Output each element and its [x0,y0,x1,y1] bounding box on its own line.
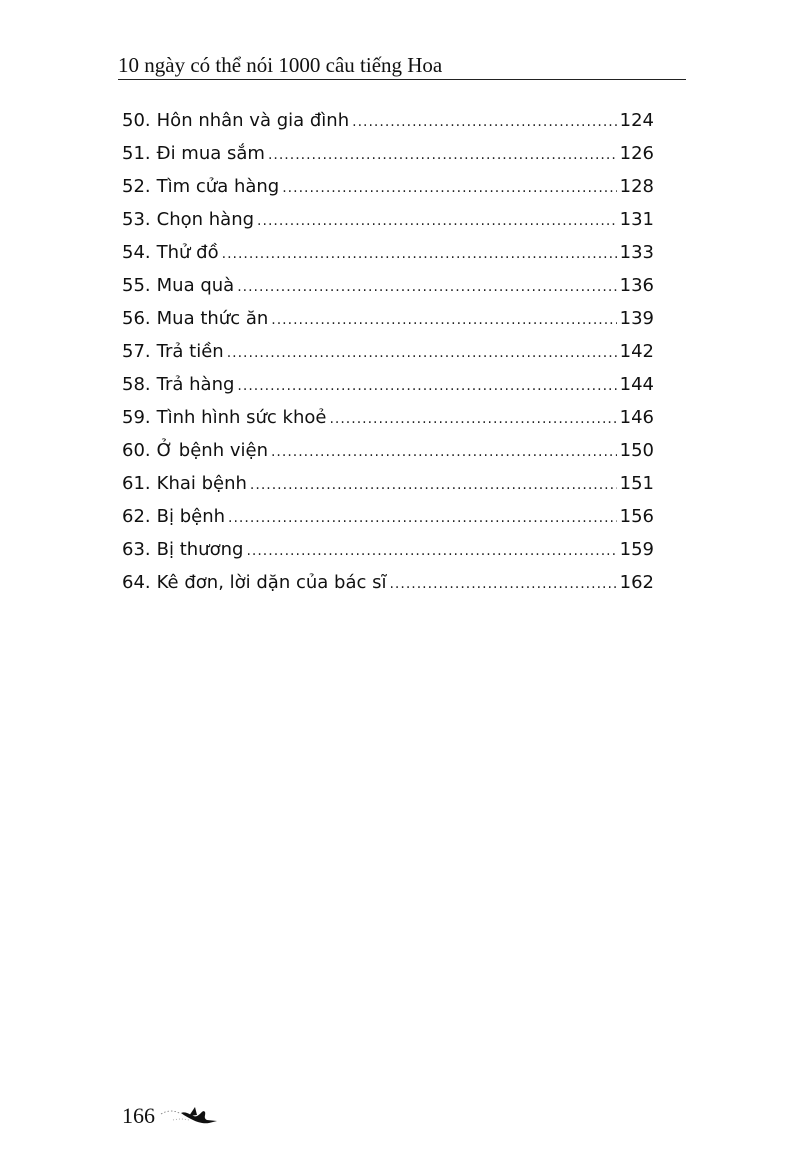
toc-entry-page: 139 [619,308,654,329]
toc-entry-number: 55. [122,275,151,296]
toc-entry-page: 146 [619,407,654,428]
toc-entry-number: 60. [122,440,151,461]
dot-leader [329,403,616,436]
dot-leader [228,502,617,535]
toc-entry-page: 133 [619,242,654,263]
toc-entry [122,302,654,335]
toc-entry-page: 144 [619,374,654,395]
toc-entry [122,467,654,500]
toc-entry-number: 56. [122,308,151,329]
toc-entry-title: Thử đồ [156,242,219,263]
toc-entry-title: Mua thức ăn [156,308,269,329]
toc-entry-page: 150 [619,440,654,461]
toc-entry [122,401,654,434]
toc-entry-page: 131 [619,209,654,230]
dot-leader [282,172,616,205]
dot-leader [237,271,616,304]
toc-entry-title: Tình hình sức khoẻ [156,407,327,428]
toc-entry [122,335,654,368]
dot-leader [222,238,617,271]
toc-entry-title: Kê đơn, lời dặn của bác sĩ [156,572,387,593]
toc-entry-number: 64. [122,572,151,593]
toc-entry-number: 52. [122,176,151,197]
toc-entry-title: Bị thương [156,539,244,560]
toc-entry-title: Trả tiền [156,341,224,362]
toc-entry-title: Đi mua sắm [156,143,265,164]
toc-entry-page: 128 [619,176,654,197]
toc-entry-title: Trả hàng [156,374,235,395]
dot-leader [268,139,617,172]
toc-entry-number: 51. [122,143,151,164]
dot-leader [271,436,617,469]
toc-entry-title: Mua quà [156,275,235,296]
toc-entry [122,434,654,467]
toc-entry-page: 124 [619,110,654,131]
toc-entry-number: 61. [122,473,151,494]
toc-entry-title: Ở bệnh viện [156,440,268,461]
page-number: 166 [122,1102,155,1128]
toc-entry-number: 58. [122,374,151,395]
toc-entry-page: 156 [619,506,654,527]
toc-entry-title: Khai bệnh [156,473,247,494]
toc-entry-page: 162 [619,572,654,593]
toc-entry-page: 126 [619,143,654,164]
toc-entry-number: 53. [122,209,151,230]
toc-entry-number: 63. [122,539,151,560]
toc-entry [122,203,654,236]
dot-leader [389,568,616,601]
header-rule [118,79,686,80]
toc-entry [122,170,654,203]
running-header [118,52,686,80]
toc-entry-page: 151 [619,473,654,494]
toc-entry-number: 54. [122,242,151,263]
toc-entry [122,368,654,401]
toc-entry-number: 50. [122,110,151,131]
dot-leader [227,337,617,370]
toc-entry-title: Chọn hàng [156,209,255,230]
bird-ornament-icon [159,1104,221,1133]
toc-entry [122,269,654,302]
toc-entry [122,137,654,170]
toc-entry-number: 59. [122,407,151,428]
table-of-contents [122,104,654,599]
toc-entry [122,500,654,533]
dot-leader [257,205,617,238]
toc-entry [122,533,654,566]
toc-entry-title: Hôn nhân và gia đình [156,110,350,131]
running-title: 10 ngày có thể nói 1000 câu tiếng Hoa [118,53,443,77]
dot-leader [237,370,616,403]
toc-entry-title: Bị bệnh [156,506,226,527]
page-footer [122,1098,221,1133]
toc-entry [122,236,654,269]
dot-leader [271,304,616,337]
toc-entry-page: 159 [619,539,654,560]
toc-entry-page: 136 [619,275,654,296]
toc-entry-number: 57. [122,341,151,362]
dot-leader [246,535,616,568]
toc-entry-title: Tìm cửa hàng [156,176,280,197]
toc-entry [122,566,654,599]
dot-leader [250,469,617,502]
toc-entry-page: 142 [619,341,654,362]
toc-entry [122,104,654,137]
toc-entry-number: 62. [122,506,151,527]
dot-leader [352,106,617,139]
